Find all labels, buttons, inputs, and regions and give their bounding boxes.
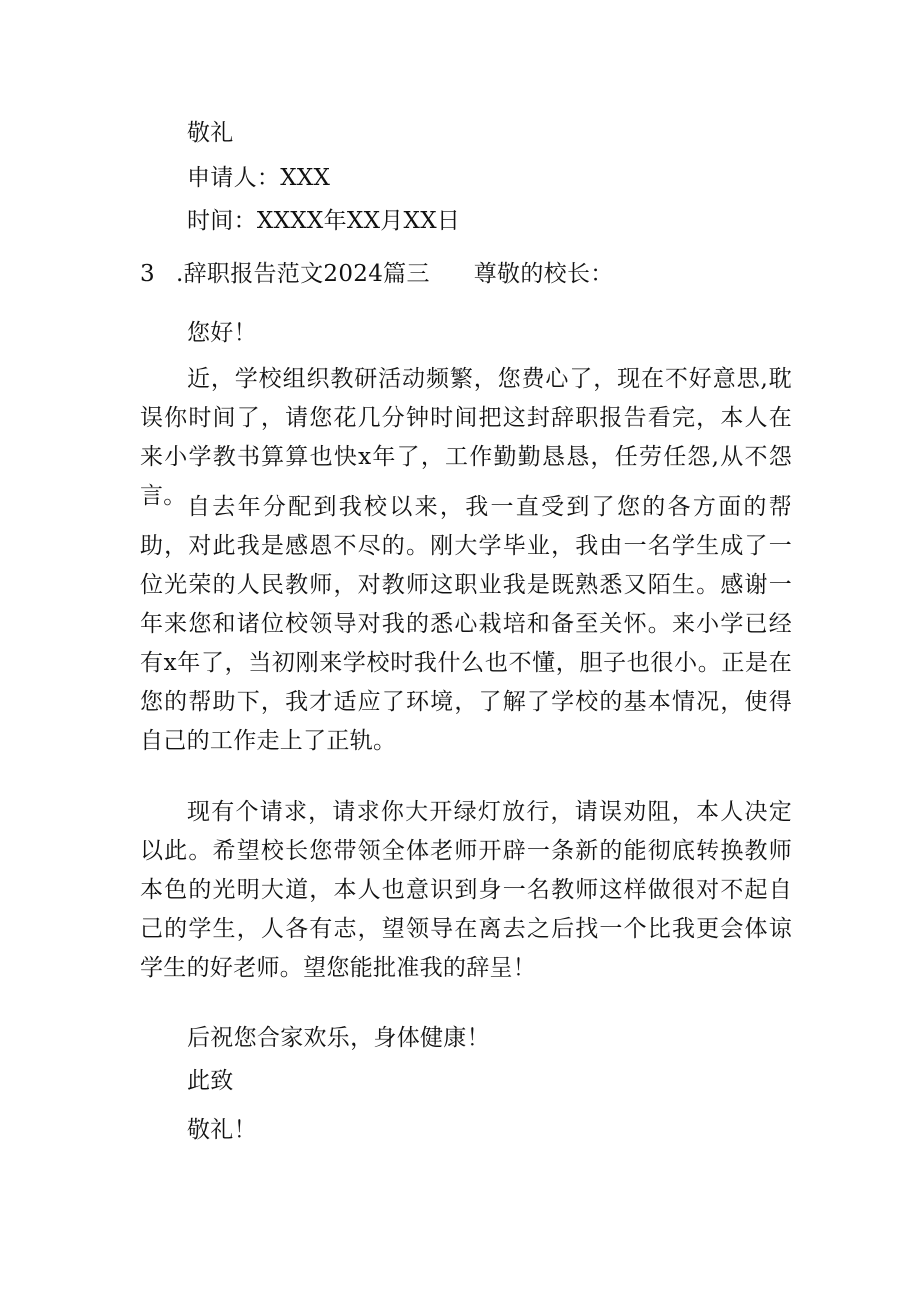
- section-title: .辞职报告范文2024篇三: [176, 261, 430, 287]
- date-text: 时间：XXXX年XX月XX日: [187, 208, 461, 234]
- paragraph-2: 自去年分配到我校以来，我一直受到了您的各方面的帮助，对此我是感恩不尽的。刚大学毕业，我由一名学生成了一位光荣的人民教师，对教师这职业我是既熟悉又陌生。感谢一年来您和诸位校领导对我的悉心栽培和备至关怀。来小学已经有x年了，当初刚来学校时我什么也不懂，胆子也很小。正是在您的帮助下，我才适应了环境，了解了学校的基本情况，使得自己的工作走上了正轨。: [140, 494, 792, 754]
- previous-salute: 敬礼: [187, 120, 234, 146]
- closing-line: 此致: [187, 1068, 234, 1094]
- wishes-line: 后祝您合家欢乐，身体健康！: [187, 1025, 490, 1051]
- addressee: 尊敬的校长：: [473, 261, 614, 287]
- final-salute: 敬礼！: [187, 1117, 257, 1143]
- applicant-line: 申请人：XXX: [187, 165, 331, 191]
- greeting: 您好！: [187, 320, 257, 346]
- date-line: [187, 206, 460, 236]
- paragraph-3: 现有个请求，请求你大开绿灯放行，请误劝阻，本人决定以此。希望校长您带领全体老师开辟一条新的能彻底转换教师本色的光明大道，本人也意识到身一名教师这样做很对不起自己的学生，人各有志，望领导在离去之后找一个比我更会体谅学生的好老师。望您能批准我的辞呈！: [140, 799, 792, 981]
- section-heading: [140, 259, 614, 289]
- section-number: 3: [140, 261, 155, 287]
- paragraph-1: 近，学校组织教研活动频繁，您费心了，现在不好意思,耽误你时间了，请您花几分钟时间把这封辞职报告看完，本人在来小学教书算算也快x年了，工作勤勤恳恳，任劳任怨,从不怨言。: [140, 366, 792, 509]
